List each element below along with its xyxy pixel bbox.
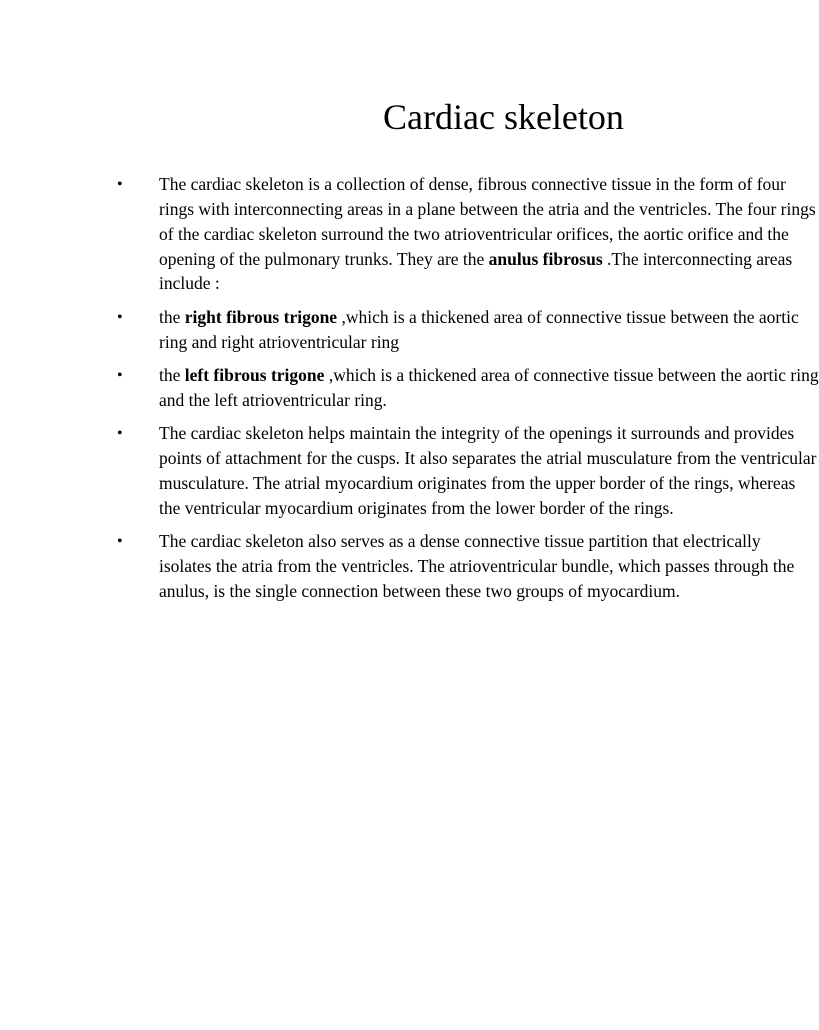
bullet-line: [159, 248, 792, 271]
bullet-line: and the left atrioventricular ring.: [159, 390, 387, 410]
text-segment: the: [159, 365, 185, 385]
bullet-line: rings with interconnecting areas in a plane between the atria and the ventricles. The four rings: [159, 199, 816, 219]
bullet-line: The cardiac skeleton also serves as a dense connective tissue partition that electrically: [159, 531, 761, 551]
bold-term-right-fibrous-trigone: right fibrous trigone: [184, 307, 338, 327]
bullet-line: ring and right atrioventricular ring: [159, 332, 400, 352]
text-segment: opening of the pulmonary trunks. They are the: [159, 249, 489, 269]
bullet-line: points of attachment for the cusps. It also separates the atrial musculature from the ventricular: [159, 448, 817, 468]
bullet-line: anulus, is the single connection between these two groups of myocardium.: [159, 581, 680, 601]
bullet-line: the ventricular myocardium originates from the lower border of the rings.: [159, 498, 674, 518]
bullet-marker: •: [117, 533, 123, 550]
text-segment: .The interconnecting areas: [602, 249, 793, 269]
bullet-marker: •: [117, 309, 123, 326]
bold-term-left-fibrous-trigone: left fibrous trigone: [184, 365, 325, 385]
bold-term-anulus-fibrosus: anulus fibrosus: [488, 249, 603, 269]
bullet-line: musculature. The atrial myocardium originates from the upper border of the rings, whereas: [159, 473, 796, 493]
text-segment: ,which is a thickened area of connective tissue between the aortic: [337, 307, 799, 327]
bullet-line: [159, 306, 799, 329]
bullet-line: [159, 364, 819, 387]
bullet-line: include :: [159, 273, 220, 293]
bullet-line: of the cardiac skeleton surround the two atrioventricular orifices, the aortic orifice and the: [159, 224, 789, 244]
bullet-line: The cardiac skeleton is a collection of dense, fibrous connective tissue in the form of four: [159, 174, 786, 194]
text-segment: ,which is a thickened area of connective tissue between the aortic ring: [324, 365, 819, 385]
bullet-marker: •: [117, 367, 123, 384]
slide-title: Cardiac skeleton: [383, 97, 624, 137]
bullet-line: isolates the atria from the ventricles. The atrioventricular bundle, which passes through the: [159, 556, 795, 576]
bullet-marker: •: [117, 425, 123, 442]
bullet-line: The cardiac skeleton helps maintain the integrity of the openings it surrounds and provides: [159, 423, 795, 443]
bullet-marker: •: [117, 176, 123, 193]
text-segment: the: [159, 307, 185, 327]
